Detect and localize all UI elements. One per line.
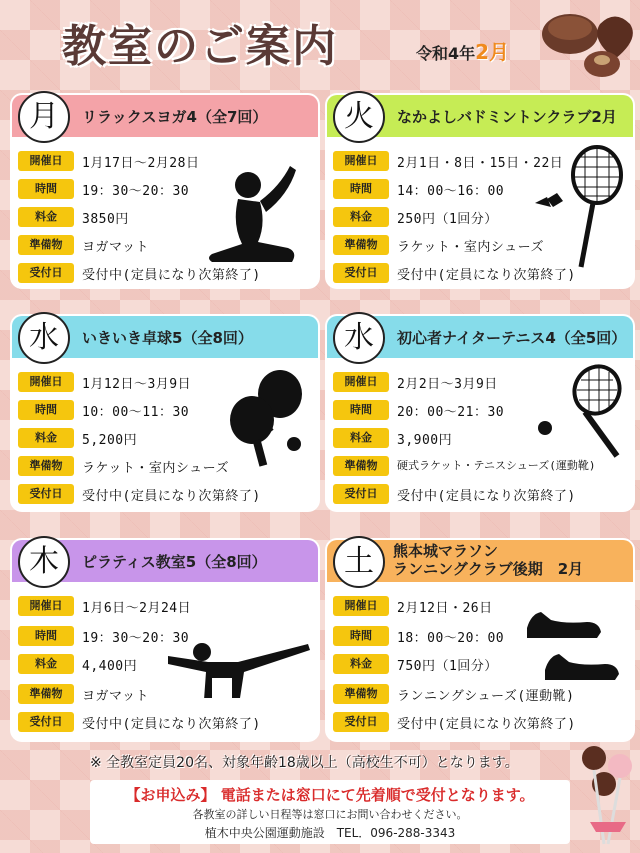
day-badge: 木 <box>18 536 70 588</box>
yoga-pose-icon <box>208 163 304 263</box>
class-card-thursday-pilates <box>12 540 318 740</box>
class-title: リラックスヨガ4（全7回） <box>82 108 268 126</box>
day-badge: 月 <box>18 91 70 143</box>
chocolates-decoration-icon <box>530 4 638 84</box>
date-value: 1月17日～2月28日 <box>82 156 200 171</box>
contact-footer <box>90 780 570 844</box>
table-tennis-paddles-icon <box>220 368 310 468</box>
class-title: ピラティス教室5（全8回） <box>82 553 267 571</box>
date-label: 開催日 <box>333 596 389 616</box>
items-label: 準備物 <box>333 235 389 255</box>
time-label: 時間 <box>333 400 389 420</box>
fee-label: 料金 <box>18 428 74 448</box>
items-label: 準備物 <box>18 456 74 476</box>
date-value: 2月1日・8日・15日・22日 <box>397 156 564 171</box>
tennis-racket-icon <box>533 364 629 460</box>
time-label: 時間 <box>333 179 389 199</box>
time-value: 20：00～21：30 <box>397 405 505 420</box>
day-badge: 水 <box>18 312 70 364</box>
class-card-tuesday-badminton <box>327 95 633 287</box>
running-shoes-icon <box>523 600 619 682</box>
reception-label: 受付日 <box>18 484 74 504</box>
time-value: 18：00～20：00 <box>397 631 505 646</box>
capacity-note: ※ 全教室定員20名、対象年齢18歳以上（高校生不可）となります。 <box>90 755 519 771</box>
items-label: 準備物 <box>333 684 389 704</box>
items-value: ラケット・室内シューズ <box>82 461 229 476</box>
class-title: なかよしバドミントンクラブ2月 <box>397 108 617 126</box>
time-value: 14：00～16：00 <box>397 184 505 199</box>
day-badge: 土 <box>333 536 385 588</box>
class-title-line2: ランニングクラブ後期 2月 <box>393 560 584 578</box>
reception-value: 受付中(定員になり次第終了) <box>82 489 261 504</box>
class-title <box>393 542 583 578</box>
time-label: 時間 <box>18 179 74 199</box>
fee-label: 料金 <box>333 654 389 674</box>
class-card-wednesday-table-tennis <box>12 316 318 510</box>
date-label: 開催日 <box>18 151 74 171</box>
date-label: 開催日 <box>333 372 389 392</box>
class-card-wednesday-tennis <box>327 316 633 510</box>
date-value: 2月12日・26日 <box>397 601 493 616</box>
class-title-line1: 熊本城マラソン <box>393 542 499 560</box>
pilates-pose-icon <box>166 638 312 698</box>
reception-value: 受付中(定員になり次第終了) <box>82 268 261 283</box>
fee-value: 750円（1回分） <box>397 659 498 674</box>
application-info: 【お申込み】 電話または窓口にて先着順で受付となります。 <box>125 786 535 804</box>
fee-label: 料金 <box>18 654 74 674</box>
items-value: ヨガマット <box>82 689 149 704</box>
reception-value: 受付中(定員になり次第終了) <box>82 717 261 732</box>
badminton-racket-icon <box>533 143 629 279</box>
cake-pops-decoration-icon <box>574 744 640 852</box>
reception-value: 受付中(定員になり次第終了) <box>397 717 576 732</box>
time-value: 19：30～20：30 <box>82 184 190 199</box>
date-value: 1月6日～2月24日 <box>82 601 192 616</box>
fee-label: 料金 <box>18 207 74 227</box>
time-value: 19：30～20：30 <box>82 631 190 646</box>
items-label: 準備物 <box>18 235 74 255</box>
fee-label: 料金 <box>333 207 389 227</box>
class-card-saturday-running <box>327 540 633 740</box>
time-label: 時間 <box>18 626 74 646</box>
reception-label: 受付日 <box>333 712 389 732</box>
day-badge: 火 <box>333 91 385 143</box>
time-label: 時間 <box>333 626 389 646</box>
facility-contact: 植木中央公園運動施設 TEL．096-288-3343 <box>204 826 456 840</box>
fee-value: 3,900円 <box>397 433 453 448</box>
date-value: 2月2日～3月9日 <box>397 377 498 392</box>
issue-year: 令和4年 <box>416 44 476 63</box>
class-title: 初心者ナイターテニス4（全5回） <box>397 329 627 347</box>
date-label: 開催日 <box>18 596 74 616</box>
items-value: ランニングシューズ(運動靴) <box>397 689 575 704</box>
class-title: いきいき卓球5（全8回） <box>82 329 253 347</box>
date-label: 開催日 <box>18 372 74 392</box>
date-label: 開催日 <box>333 151 389 171</box>
date-value: 1月12日～3月9日 <box>82 377 192 392</box>
schedule-inquiry: 各教室の詳しい日程等は窓口にお問い合わせください。 <box>192 808 468 821</box>
fee-value: 250円（1回分） <box>397 212 498 227</box>
reception-label: 受付日 <box>333 484 389 504</box>
fee-value: 4,400円 <box>82 659 138 674</box>
reception-value: 受付中(定員になり次第終了) <box>397 489 576 504</box>
day-badge: 水 <box>333 312 385 364</box>
reception-label: 受付日 <box>18 712 74 732</box>
issue-date <box>416 36 509 65</box>
fee-value: 3850円 <box>82 212 129 227</box>
items-value: ヨガマット <box>82 240 149 255</box>
reception-value: 受付中(定員になり次第終了) <box>397 268 576 283</box>
items-label: 準備物 <box>333 456 389 476</box>
time-value: 10：00～11：30 <box>82 405 190 420</box>
time-label: 時間 <box>18 400 74 420</box>
fee-label: 料金 <box>333 428 389 448</box>
issue-month: 2月 <box>475 40 510 64</box>
items-value: 硬式ラケット・テニスシューズ(運動靴) <box>397 459 596 472</box>
class-card-monday-yoga <box>12 95 318 287</box>
fee-value: 5,200円 <box>82 433 138 448</box>
items-label: 準備物 <box>18 684 74 704</box>
page-title: 教室のご案内 <box>62 21 338 72</box>
reception-label: 受付日 <box>333 263 389 283</box>
reception-label: 受付日 <box>18 263 74 283</box>
items-value: ラケット・室内シューズ <box>397 240 544 255</box>
